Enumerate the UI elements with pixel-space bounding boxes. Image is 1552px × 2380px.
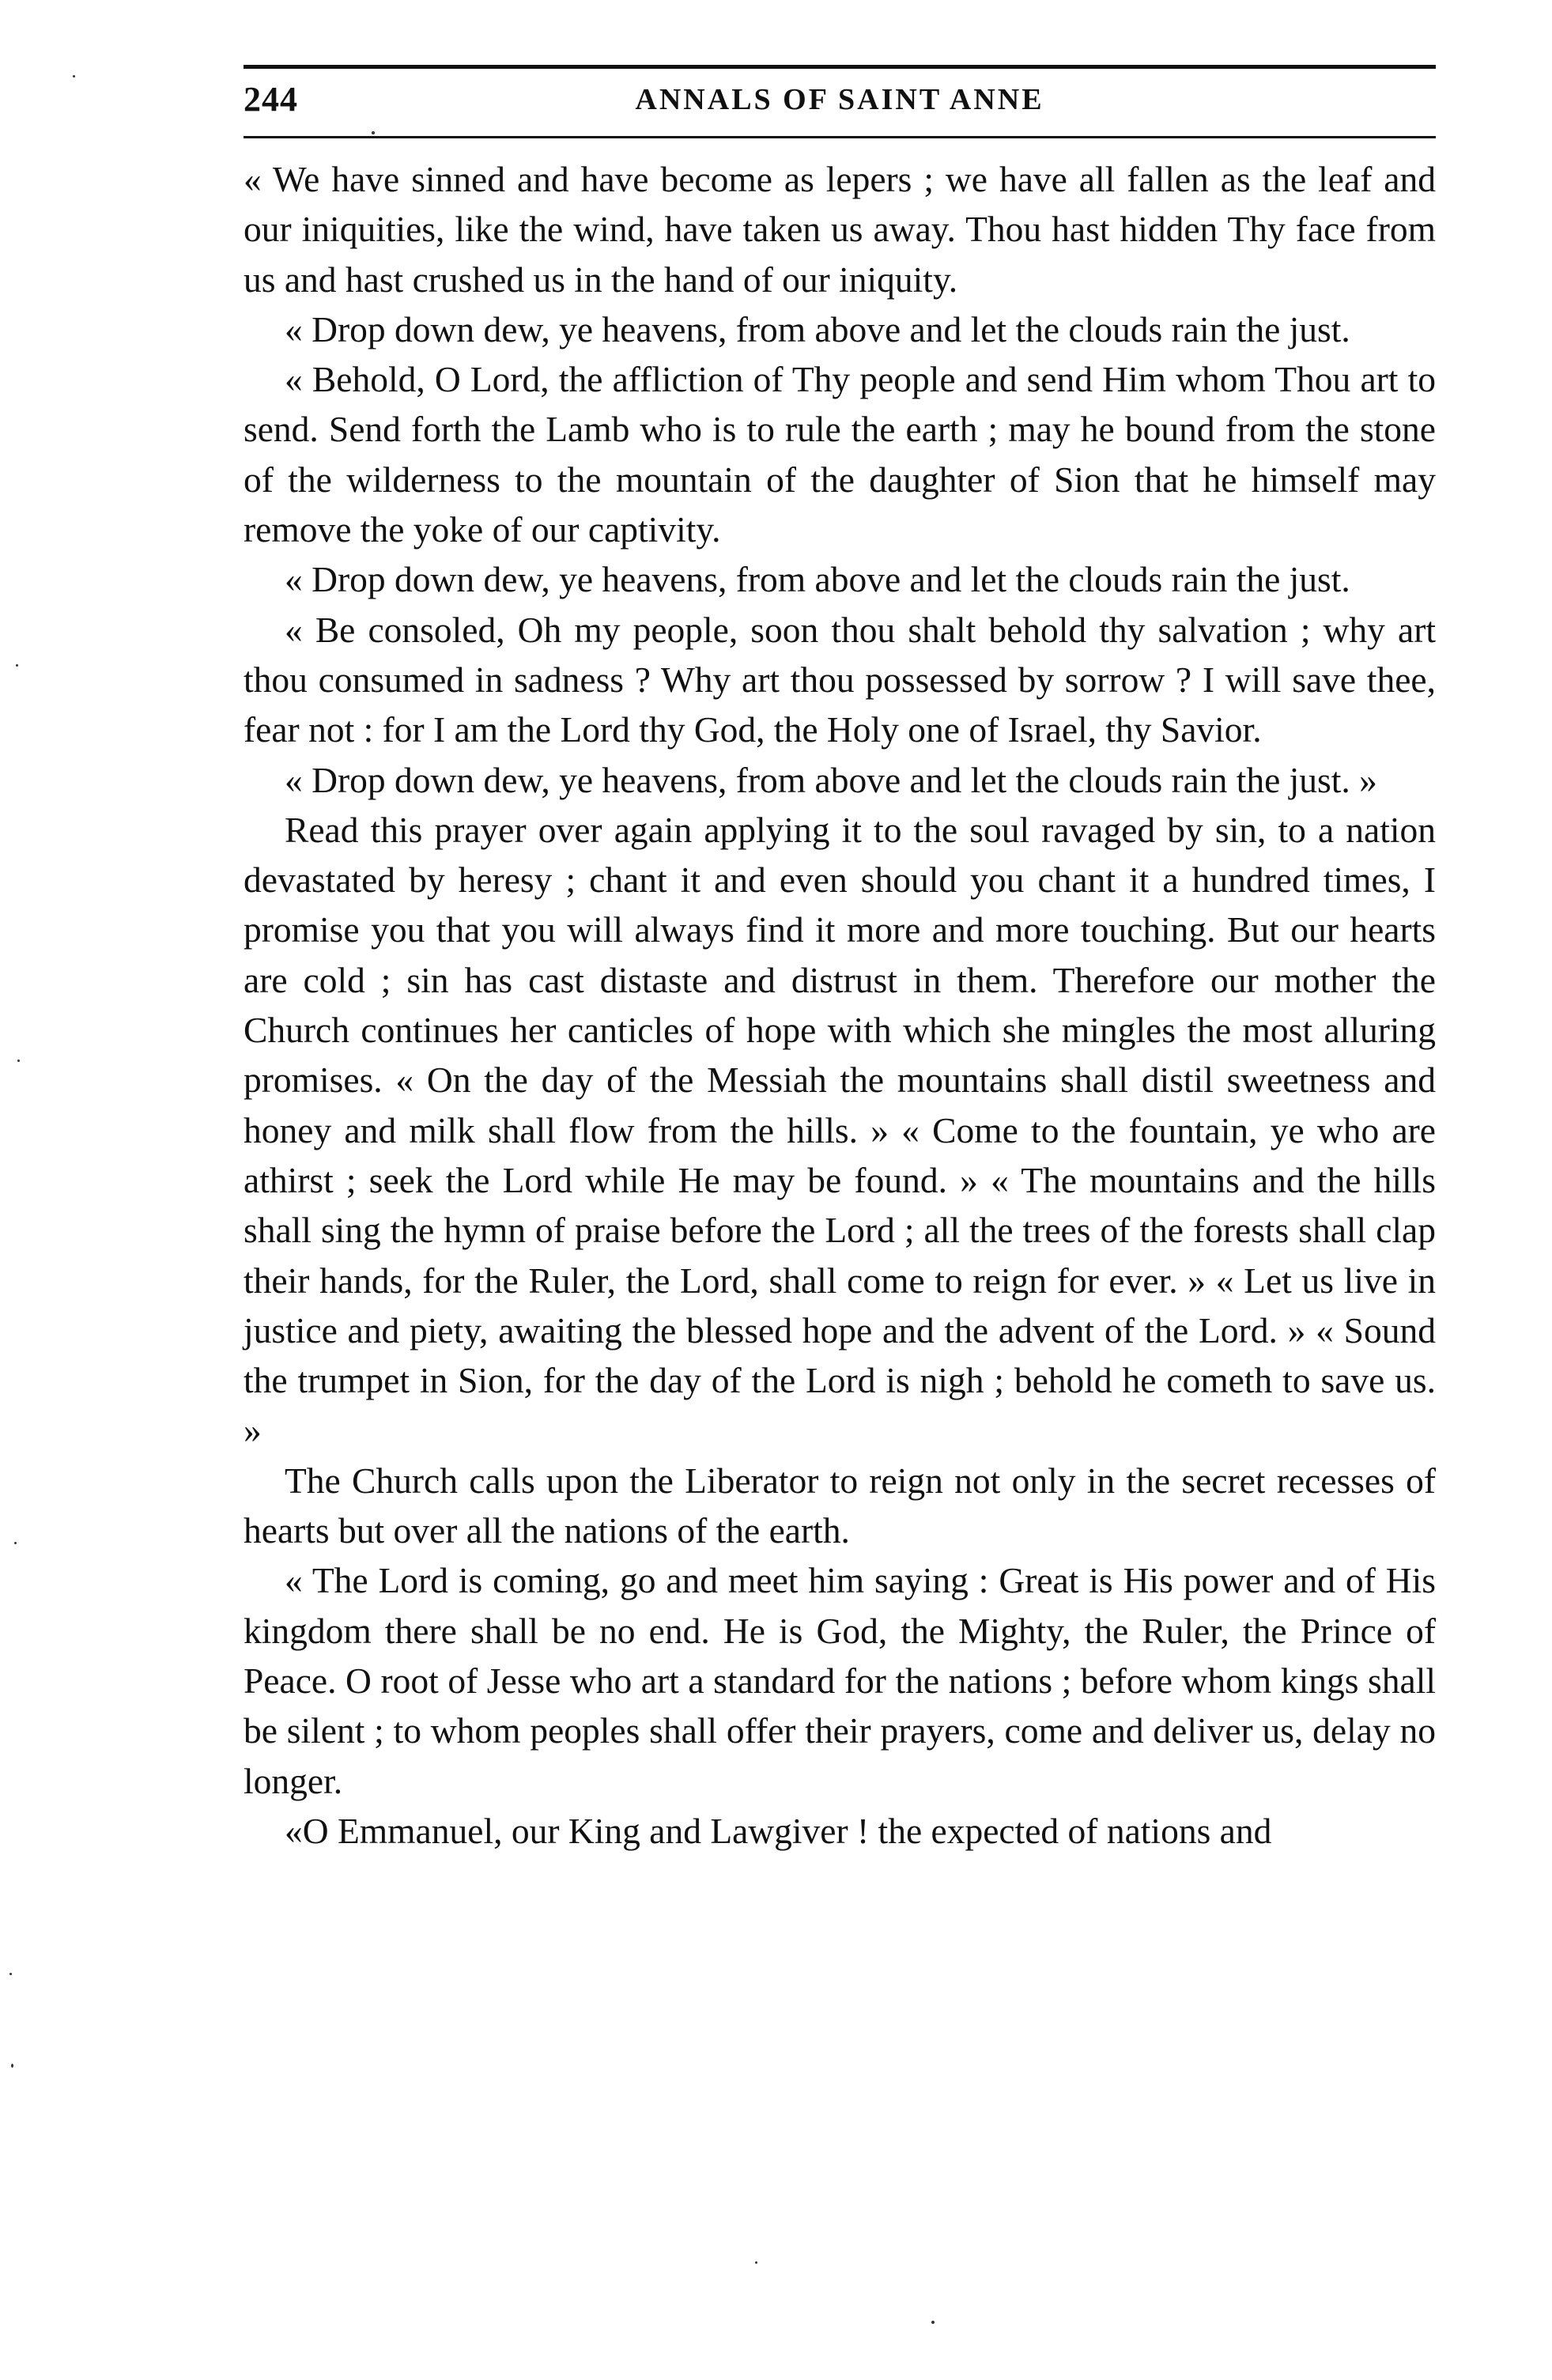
page-header bbox=[244, 79, 1436, 130]
scan-speck bbox=[372, 131, 375, 134]
scan-speck bbox=[14, 1542, 17, 1544]
page-number: 244 bbox=[244, 80, 298, 119]
body-text bbox=[244, 154, 1436, 1856]
paragraph: « Drop down dew, ye heavens, from above and let the clouds rain the just. » bbox=[285, 759, 1377, 800]
top-rule bbox=[244, 65, 1436, 69]
paragraph: « Behold, O Lord, the affliction of Thy people and send Him whom Thou art to send. Send forth the Lamb who is to rule the earth ; may he bound from the stone of the wilderness to the mountain of the daughter of Sion that he himself may remove the yoke of our captivity. bbox=[244, 359, 1436, 550]
paragraph: «O Emmanuel, our King and Lawgiver ! the expected of nations and bbox=[285, 1810, 1272, 1851]
paragraph: « The Lord is coming, go and meet him saying : Great is His power and of His kingdom there shall be no end. He is God, the Mighty, the Ruler, the Prince of Peace. O root of Jesse who art a standard for the nations ; before whom kings shall be silent ; to whom peoples shall offer their prayers, come and deliver us, delay no longer. bbox=[244, 1560, 1436, 1801]
scan-speck bbox=[755, 2261, 757, 2264]
scan-speck bbox=[11, 2064, 13, 2068]
scan-speck bbox=[9, 1973, 12, 1975]
paragraph: « Drop down dew, ye heavens, from above and let the clouds rain the just. bbox=[285, 308, 1350, 349]
header-rule bbox=[244, 136, 1436, 138]
paragraph: « We have sinned and have become as lepers ; we have all fallen as the leaf and our iniquities, like the wind, have taken us away. Thou hast hidden Thy face from us and hast crushed us in the hand of our iniquity. bbox=[244, 159, 1436, 300]
paragraph: « Drop down dew, ye heavens, from above and let the clouds rain the just. bbox=[285, 559, 1350, 600]
paragraph: The Church calls upon the Liberator to reign not only in the secret recesses of hearts but over all the nations of the earth. bbox=[244, 1460, 1436, 1551]
scan-speck bbox=[73, 75, 75, 77]
scan-speck bbox=[17, 1060, 20, 1062]
running-title: ANNALS OF SAINT ANNE bbox=[635, 83, 1044, 116]
paragraph: Read this prayer over again applying it to the soul ravaged by sin, to a nation devastated by heresy ; chant it and even should you chant it a hundred times, I promise you that you will always find it more and more touching. But our hearts are cold ; sin has cast distaste and distrust in them. Therefore our mother the Church continues her canticles of hope with which she mingles the most alluring promises. « On the day of the Messiah the mountains shall distil sweetness and honey and milk shall flow from the hills. » « Come to the fountain, ye who are athirst ; seek the Lord while He may be found. » « The mountains and the hills shall sing the hymn of praise before the Lord ; all the trees of the forests shall clap their hands, for the Ruler, the Lord, shall come to reign for ever. » « Let us live in justice and piety, awaiting the blessed hope and the advent of the Lord. » « Sound the trumpet in Sion, for the day of the Lord is nigh ; behold he cometh to save us. » bbox=[244, 809, 1436, 1451]
scan-speck bbox=[931, 2321, 935, 2324]
scan-speck bbox=[16, 664, 18, 667]
paragraph: « Be consoled, Oh my people, soon thou shalt behold thy salvation ; why art thou consumed in sadness ? Why art thou possessed by sorrow ? I will save thee, fear not : for I am the Lord thy God, the Holy one of Israel, thy Savior. bbox=[244, 609, 1436, 750]
